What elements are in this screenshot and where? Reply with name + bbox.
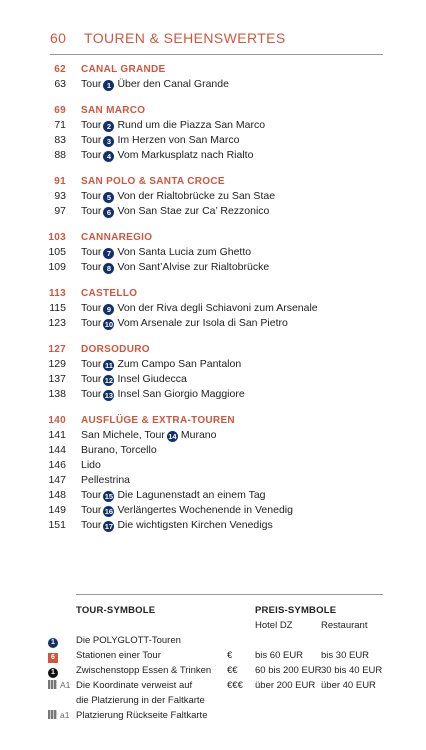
toc-section-title: CASTELLO <box>81 288 138 299</box>
toc-entry-title: Burano, Torcello <box>81 444 157 456</box>
toc-entry-text <box>81 428 216 443</box>
toc-entry-page: 88 <box>54 149 66 161</box>
price-hotel: 60 bis 200 EUR <box>255 665 322 676</box>
legend-text: Stationen einer Tour <box>76 650 161 661</box>
toc-entry-text <box>81 133 239 148</box>
toc-section-page: 69 <box>54 105 66 116</box>
legend-text: Zwischenstopp Essen & Trinken <box>76 665 212 676</box>
tour-number-icon: 4 <box>103 151 114 162</box>
tour-number-icon: 6 <box>103 207 114 218</box>
toc-section-heading[interactable] <box>0 286 426 301</box>
toc-entry[interactable] <box>0 473 426 488</box>
map-coordinate-label: A1 <box>60 680 71 690</box>
toc-entry[interactable] <box>0 148 426 163</box>
toc-section-heading[interactable] <box>0 174 426 189</box>
toc-entry-title: Verlängertes Wochenende in Venedig <box>117 504 293 516</box>
toc-entry-title: Die Lagunenstadt an einem Tag <box>117 489 266 501</box>
toc-entry-text <box>81 372 187 387</box>
toc-entry-prefix: Tour <box>81 519 102 531</box>
toc-entry[interactable] <box>0 245 426 260</box>
tour-number-icon: 15 <box>104 492 114 501</box>
toc-section <box>0 103 426 163</box>
toc-entry-page: 123 <box>48 317 66 329</box>
price-euro-symbol: € <box>227 650 233 661</box>
toc-section-title: CANNAREGIO <box>81 232 153 243</box>
toc-section-heading[interactable] <box>0 230 426 245</box>
toc-section-page: 140 <box>48 415 66 426</box>
toc-section-heading[interactable] <box>0 342 426 357</box>
toc-entry-page: 138 <box>48 388 66 400</box>
toc-entry-prefix: Tour <box>81 205 102 217</box>
toc-section-heading[interactable] <box>0 413 426 428</box>
toc-entry-page: 71 <box>54 119 66 131</box>
tour-number-icon: 10 <box>104 320 114 329</box>
toc-entry[interactable] <box>0 189 426 204</box>
table-of-contents <box>0 62 426 544</box>
toc-section-page: 127 <box>48 344 66 355</box>
toc-entry-text <box>81 518 273 533</box>
toc-entry-page: 129 <box>48 358 66 370</box>
tour-number-icon: 16 <box>104 507 114 516</box>
toc-entry-title: Im Herzen von San Marco <box>117 134 240 146</box>
toc-entry-page: 115 <box>49 302 66 314</box>
tour-number-icon: 9 <box>103 304 114 315</box>
toc-section <box>0 413 426 533</box>
toc-entry-page: 97 <box>54 205 66 217</box>
toc-entry[interactable] <box>0 316 426 331</box>
tour-number-icon: 5 <box>103 192 114 203</box>
toc-entry-title: Insel San Giorgio Maggiore <box>117 388 245 400</box>
tour-number-icon: 8 <box>103 263 114 274</box>
toc-entry[interactable] <box>0 133 426 148</box>
toc-entry-page: 109 <box>48 261 66 273</box>
toc-section-heading[interactable] <box>0 62 426 77</box>
legend-row <box>45 678 390 693</box>
toc-entry-text <box>81 148 253 163</box>
legend-heading-row <box>45 603 390 618</box>
toc-entry-page: 105 <box>48 246 66 258</box>
toc-entry[interactable] <box>0 458 426 473</box>
toc-section-title: SAN MARCO <box>81 105 146 116</box>
toc-entry-text <box>81 118 265 133</box>
toc-section <box>0 230 426 275</box>
legend-symbol <box>45 678 73 693</box>
toc-section-page: 91 <box>54 176 66 187</box>
toc-entry-title: Lido <box>81 459 101 471</box>
toc-entry-prefix: Tour <box>81 373 102 385</box>
toc-entry[interactable] <box>0 118 426 133</box>
toc-entry[interactable] <box>0 428 426 443</box>
toc-entry-title: Murano <box>180 429 217 441</box>
price-symbols-heading: PREIS-SYMBOLE <box>255 605 337 616</box>
toc-entry-text <box>81 245 251 260</box>
toc-entry-title: Rund um die Piazza San Marco <box>117 119 266 131</box>
legend-row <box>45 633 390 648</box>
toc-entry-text <box>81 77 229 92</box>
toc-section <box>0 174 426 219</box>
price-restaurant: 30 bis 40 EUR <box>321 665 383 676</box>
toc-entry-text <box>81 189 275 204</box>
legend-symbol <box>45 708 73 723</box>
toc-entry-text <box>81 473 130 488</box>
toc-entry-prefix: Tour <box>81 261 102 273</box>
toc-entry[interactable] <box>0 301 426 316</box>
food-stop-icon: 1 <box>48 668 58 678</box>
tour-number-icon: 3 <box>103 136 114 147</box>
toc-entry-text <box>81 301 318 316</box>
toc-section-page: 113 <box>48 288 66 299</box>
legend-row <box>45 693 390 708</box>
toc-entry-prefix: Tour <box>81 190 102 202</box>
price-euro-symbol: €€ <box>227 665 238 676</box>
tour-number-icon: 7 <box>103 248 114 259</box>
toc-entry-text <box>81 204 269 219</box>
toc-entry-text <box>81 387 245 402</box>
legend-divider <box>76 594 383 595</box>
toc-entry-page: 83 <box>54 134 66 146</box>
toc-entry-text <box>81 316 288 331</box>
tour-number-icon: 17 <box>104 522 114 531</box>
toc-entry-title: Vom Arsenale zur Isola di San Pietro <box>117 317 288 329</box>
toc-entry-prefix: Tour <box>81 504 102 516</box>
legend-row <box>45 708 390 723</box>
toc-entry[interactable] <box>0 372 426 387</box>
toc-entry-text <box>81 458 101 473</box>
toc-entry-text <box>81 488 266 503</box>
legend-symbol <box>45 633 73 648</box>
toc-entry-title: Von der Riva degli Schiavoni zum Arsenale <box>117 302 318 314</box>
tour-number-icon: 1 <box>103 80 114 91</box>
toc-entry-prefix: Tour <box>81 134 102 146</box>
toc-entry-title: Von Sant’Alvise zur Rialtobrücke <box>117 261 270 273</box>
toc-section <box>0 62 426 92</box>
page-number: 60 <box>50 30 67 46</box>
toc-entry-text <box>81 503 293 518</box>
tour-number-icon: 12 <box>104 376 114 385</box>
legend-symbol <box>45 648 73 663</box>
toc-entry-title: Insel Giudecca <box>117 373 187 385</box>
price-restaurant: über 40 EUR <box>321 680 376 691</box>
toc-section-title: AUSFLÜGE & EXTRA-TOUREN <box>81 415 235 426</box>
toc-entry-title: Vom Markusplatz nach Rialto <box>117 149 254 161</box>
toc-entry-text <box>81 357 241 372</box>
toc-entry-page: 146 <box>48 459 66 471</box>
toc-entry-page: 151 <box>48 519 66 531</box>
toc-section <box>0 286 426 331</box>
toc-entry-prefix: Tour <box>81 489 102 501</box>
toc-entry-text <box>81 260 269 275</box>
toc-entry-prefix: Tour <box>81 149 102 161</box>
toc-entry-page: 144 <box>48 444 66 456</box>
page-title: TOUREN & SEHENSWERTES <box>84 30 286 46</box>
toc-section-title: SAN POLO & SANTA CROCE <box>81 176 225 187</box>
toc-entry-page: 147 <box>48 474 66 486</box>
map-grid-back-icon <box>48 710 57 719</box>
toc-entry-prefix: Tour <box>81 119 102 131</box>
map-coordinate-label: a1 <box>60 710 70 720</box>
price-hotel: bis 60 EUR <box>255 650 304 661</box>
toc-section-heading[interactable] <box>0 103 426 118</box>
legend-text: die Platzierung in der Faltkarte <box>76 695 205 706</box>
toc-entry[interactable] <box>0 357 426 372</box>
toc-entry-prefix: Tour <box>81 388 102 400</box>
legend-text: Die POLYGLOTT-Touren <box>76 635 181 646</box>
toc-entry-page: 137 <box>48 373 66 385</box>
toc-section-page: 62 <box>54 64 66 75</box>
page-header <box>50 30 383 46</box>
toc-entry[interactable] <box>0 77 426 92</box>
tour-number-icon: 14 <box>168 432 177 441</box>
legend-rows <box>45 633 390 723</box>
legend-text: Platzierung Rückseite Faltkarte <box>76 710 208 721</box>
legend-subheading-row <box>45 618 390 633</box>
toc-entry-prefix: San Michele, Tour <box>81 429 165 441</box>
restaurant-heading: Restaurant <box>321 620 368 631</box>
tour-number-icon: 1 <box>48 638 58 648</box>
toc-entry-prefix: Tour <box>81 78 102 90</box>
toc-section-title: DORSODURO <box>81 344 150 355</box>
toc-section <box>0 342 426 402</box>
toc-entry-page: 148 <box>48 489 66 501</box>
toc-entry-page: 149 <box>48 504 66 516</box>
tour-symbols-heading: TOUR-SYMBOLE <box>76 605 156 616</box>
toc-entry[interactable] <box>0 204 426 219</box>
toc-entry[interactable] <box>0 260 426 275</box>
toc-entry-title: Pellestrina <box>81 474 131 486</box>
toc-entry-prefix: Tour <box>81 302 102 314</box>
toc-entry[interactable] <box>0 387 426 402</box>
legend <box>45 603 390 723</box>
toc-entry[interactable] <box>0 443 426 458</box>
map-grid-icon <box>48 680 57 689</box>
toc-entry-page: 93 <box>54 190 66 202</box>
price-restaurant: bis 30 EUR <box>321 650 370 661</box>
legend-row <box>45 648 390 663</box>
station-number-icon: 6 <box>48 653 58 663</box>
toc-entry-title: Von Santa Lucia zum Ghetto <box>117 246 252 258</box>
toc-entry-page: 63 <box>54 78 66 90</box>
toc-entry-prefix: Tour <box>81 246 102 258</box>
toc-section-title: CANAL GRANDE <box>81 64 166 75</box>
toc-entry-prefix: Tour <box>81 358 102 370</box>
toc-section-page: 103 <box>48 232 66 243</box>
header-divider <box>50 54 383 55</box>
tour-number-icon: 2 <box>103 121 114 132</box>
toc-entry-title: Die wichtigsten Kirchen Venedigs <box>117 519 273 531</box>
price-hotel: über 200 EUR <box>255 680 316 691</box>
toc-entry-page: 141 <box>48 429 66 441</box>
toc-entry-title: Von San Stae zur Ca’ Rezzonico <box>117 205 270 217</box>
toc-entry[interactable] <box>0 518 426 533</box>
hotel-heading: Hotel DZ <box>255 620 293 631</box>
toc-entry-text <box>81 443 157 458</box>
legend-symbol <box>45 663 73 678</box>
toc-entry-title: Von der Rialtobrücke zu San Stae <box>117 190 276 202</box>
price-euro-symbol: €€€ <box>227 680 243 691</box>
toc-entry-prefix: Tour <box>81 317 102 329</box>
legend-text: Die Koordinate verweist auf <box>76 680 193 691</box>
toc-entry-title: Über den Canal Grande <box>117 78 229 90</box>
tour-number-icon: 11 <box>104 361 113 370</box>
legend-row <box>45 663 390 678</box>
toc-entry-title: Zum Campo San Pantalon <box>117 358 242 370</box>
toc-entry[interactable] <box>0 488 426 503</box>
toc-entry[interactable] <box>0 503 426 518</box>
tour-number-icon: 13 <box>104 391 114 400</box>
